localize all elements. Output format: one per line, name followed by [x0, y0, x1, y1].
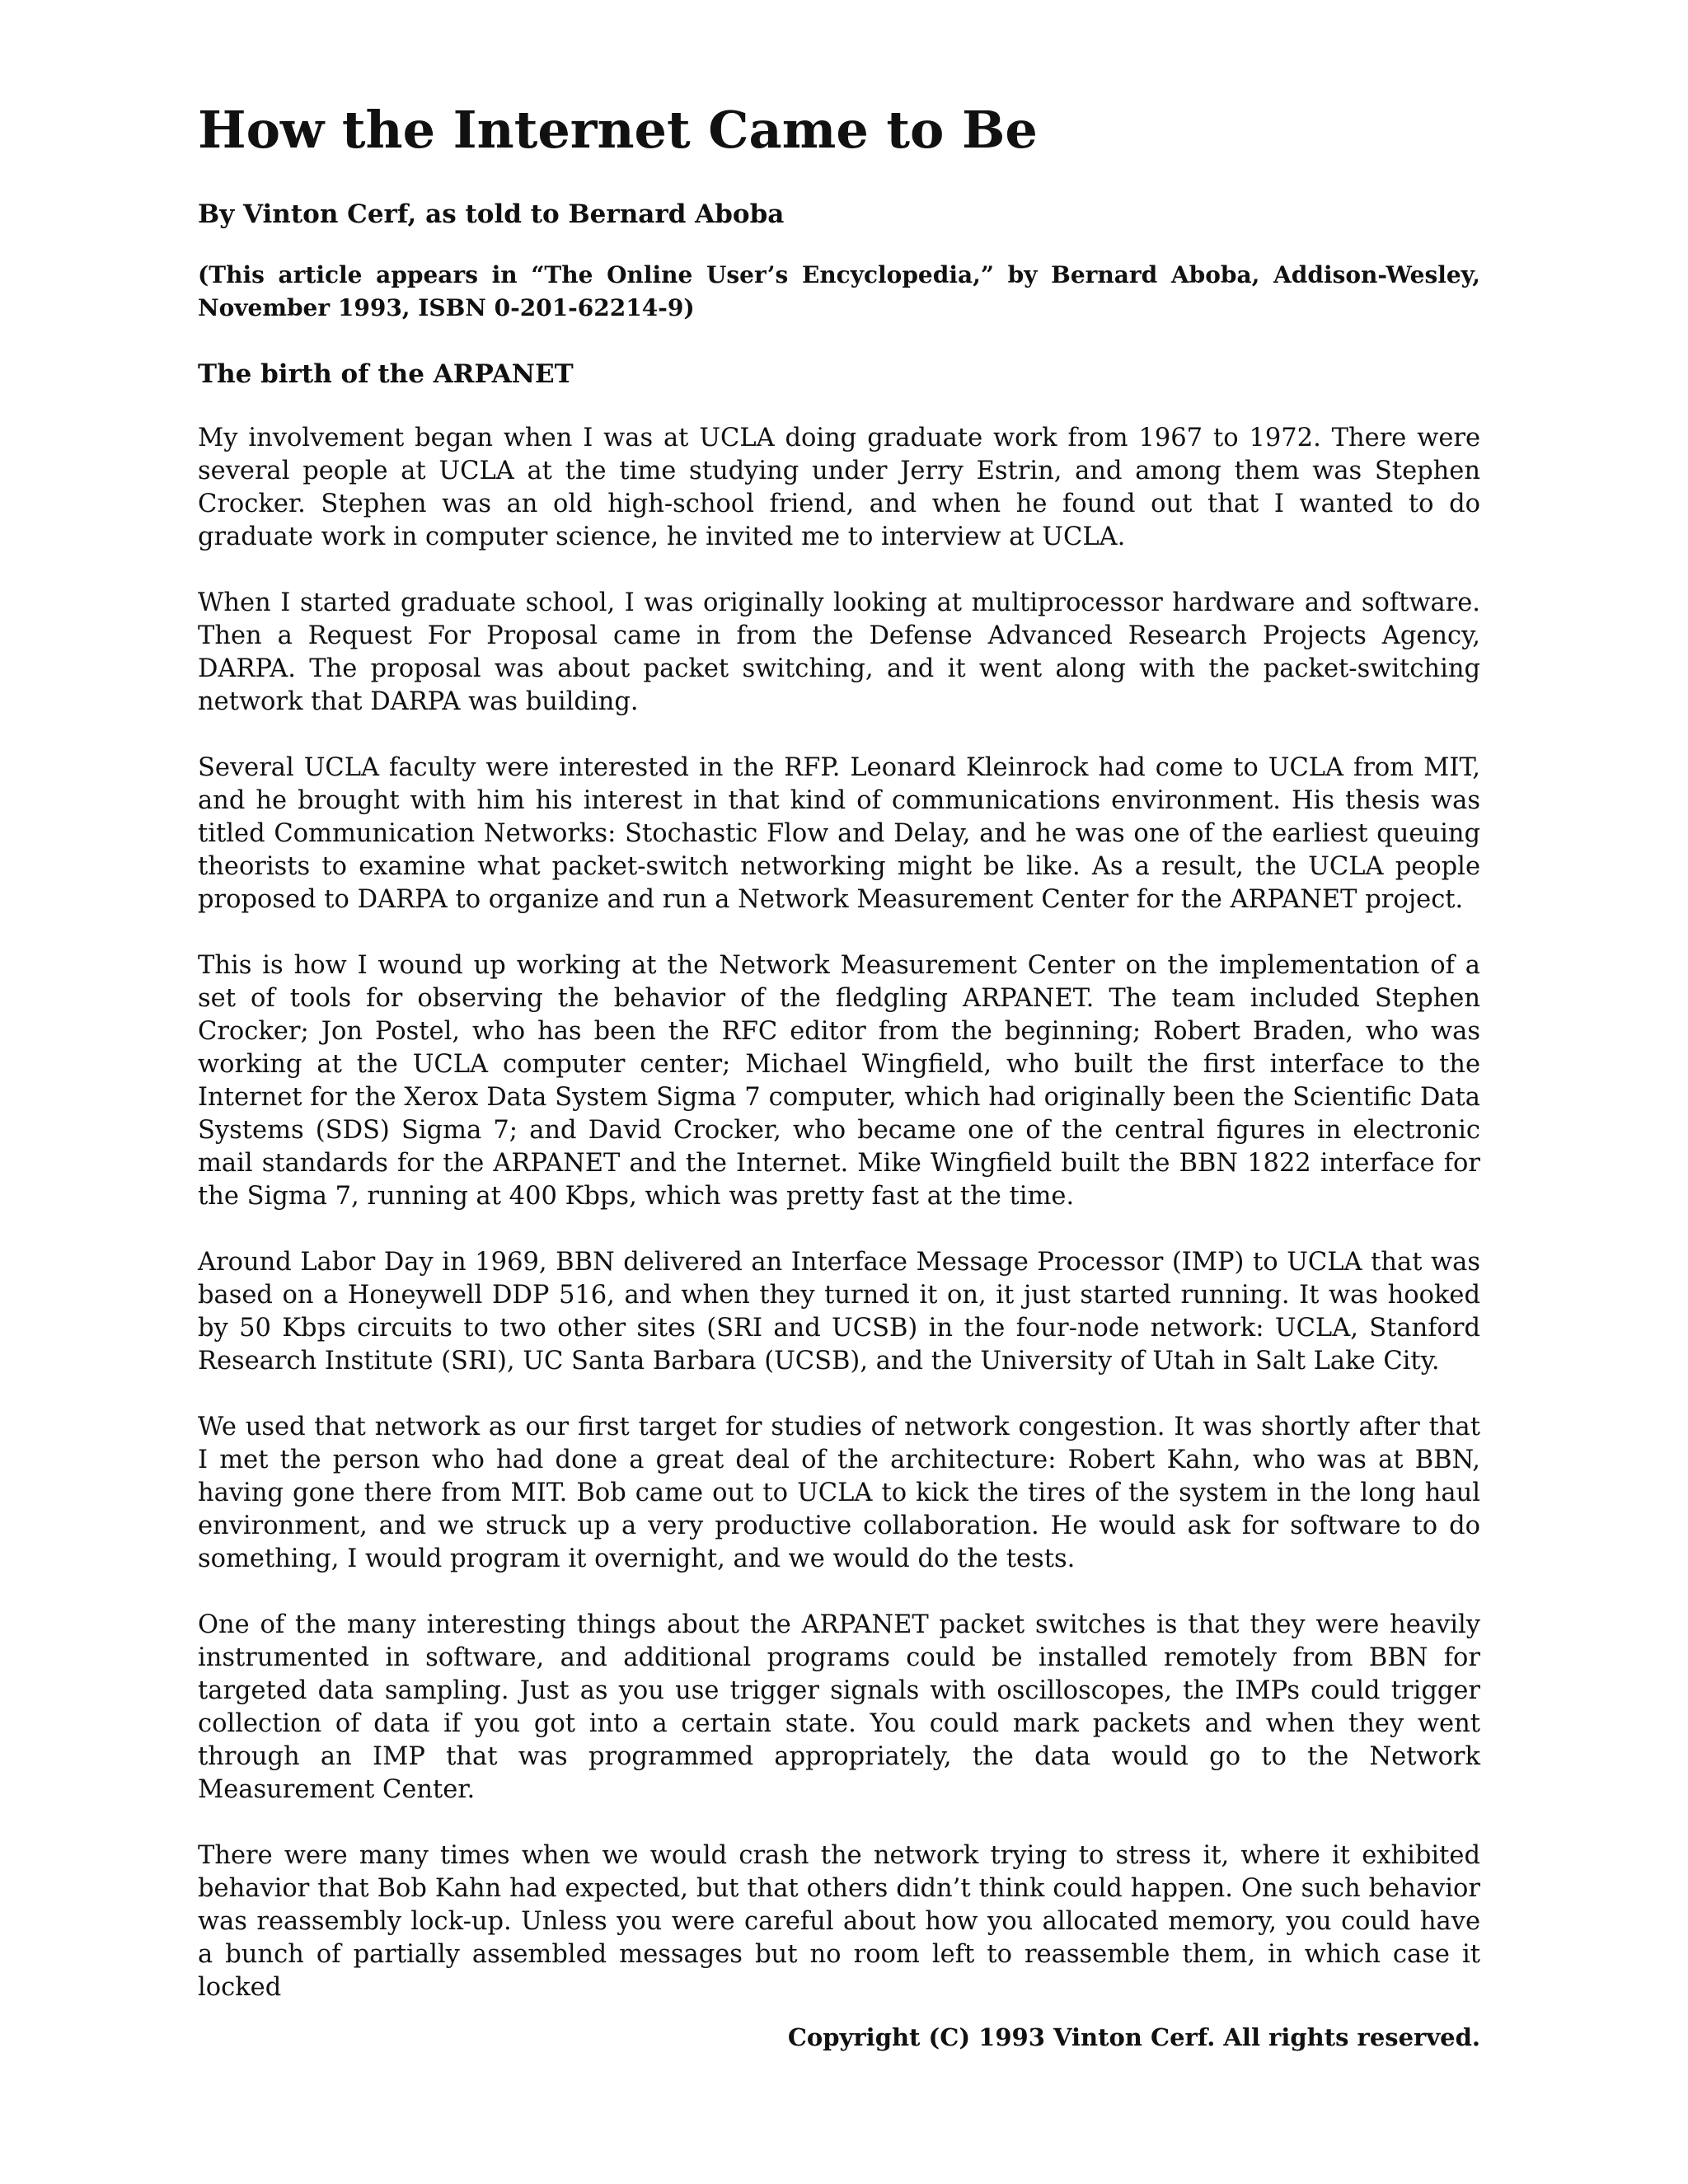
paragraph: One of the many interesting things about the ARPANET packet switches is that they were heavily instrumented in software, and additional programs could be installed remotely from BBN for targeted data sampling. Just as you use trigger signals with oscilloscopes, the IMPs could trigger collection of data if you got into a certain state. You could mark packets and when they went through an IMP that was programmed appropriately, the data would go to the Network Measurement Center. — [198, 1610, 1480, 1804]
paragraph: Around Labor Day in 1969, BBN delivered an Interface Message Processor (IMP) to UCLA that was based on a Honeywell DDP 516, and when they turned it on, it just started running. It was hooked by 50 Kbps circuits to two other sites (SRI and UCSB) in the four-node network: UCLA, Stanford Research Institute (SRI), UC Santa Barbara (UCSB), and the University of Utah in Salt Lake City. — [198, 1248, 1480, 1376]
paragraph: This is how I wound up working at the Network Measurement Center on the implementation of a set of tools for observing the behavior of the fledgling ARPANET. The team included Stephen Crocker; Jon Postel, who has been the RFC editor from the beginning; Robert Braden, who was working at the UCLA computer center; Michael Wingfield, who built the first interface to the Internet for the Xerox Data System Sigma 7 computer, which had originally been the Scientific Data Systems (SDS) Sigma 7; and David Crocker, who became one of the central figures in electronic mail standards for the ARPANET and the Internet. Mike Wingfield built the BBN 1822 interface for the Sigma 7, running at 400 Kbps, which was pretty fast at the time. — [198, 951, 1480, 1211]
paragraph: We used that network as our first target for studies of network congestion. It was shortly after that I met the person who had done a great deal of the architecture: Robert Kahn, who was at BBN, having gone there from MIT. Bob came out to UCLA to kick the tires of the system in the long haul environment, and we struck up a very productive collaboration. He would ask for software to do something, I would program it overnight, and we would do the tests. — [198, 1413, 1480, 1573]
article-body — [198, 422, 1480, 2037]
copyright-footer: Copyright (C) 1993 Vinton Cerf. All rights reserved. — [787, 2023, 1480, 2051]
paragraph: When I started graduate school, I was originally looking at multiprocessor hardware and software. Then a Request For Proposal came in from the Defense Advanced Research Projects Agency, DARPA. The proposal was about packet switching, and it went along with the packet-switching network that DARPA was building. — [198, 588, 1480, 716]
section-heading: The birth of the ARPANET — [198, 359, 574, 389]
paragraph: My involvement began when I was at UCLA doing graduate work from 1967 to 1972. There were several people at UCLA at the time studying under Jerry Estrin, and among them was Stephen Crocker. Stephen was an old high-school friend, and when he found out that I wanted to do graduate work in computer science, he invited me to interview at UCLA. — [198, 424, 1480, 551]
article-title: How the Internet Came to Be — [198, 100, 1038, 160]
document-page — [198, 0, 1480, 2184]
paragraph: Several UCLA faculty were interested in the RFP. Leonard Kleinrock had come to UCLA from MIT, and he brought with him his interest in that kind of communications environment. His thesis was titled Communication Networks: Stochastic Flow and Delay, and he was one of the earliest queuing theorists to examine what packet-switch networking might be like. As a result, the UCLA people proposed to DARPA to organize and run a Network Measurement Center for the ARPANET project. — [198, 753, 1480, 914]
paragraph: There were many times when we would crash the network trying to stress it, where it exhibited behavior that Bob Kahn had expected, but that others didn’t think could happen. One such behavior was reassembly lock-up. Unless you were careful about how you allocated memory, you could have a bunch of partially assembled messages but no room left to reassemble them, in which case it locked — [198, 1841, 1480, 2002]
source-note: (This article appears in “The Online User’s Encyclopedia,” by Bernard Aboba, Addison-Wesley, November 1993, ISBN 0-201-62214-9) — [198, 261, 1480, 321]
byline: By Vinton Cerf, as told to Bernard Aboba — [198, 199, 785, 229]
